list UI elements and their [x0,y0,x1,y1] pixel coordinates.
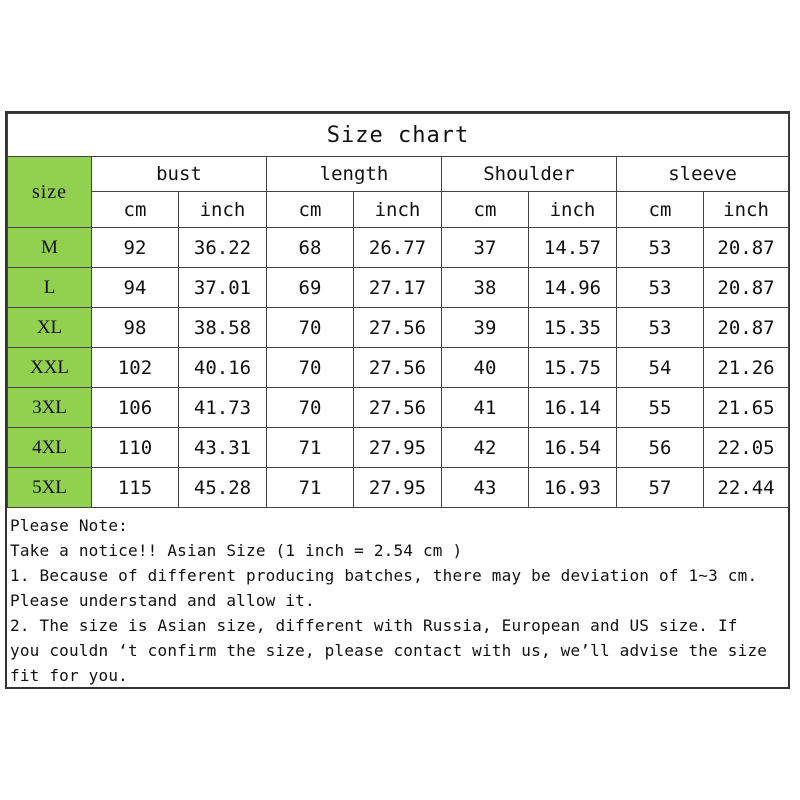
value-cell: 53 [617,268,704,308]
value-cell: 27.95 [354,428,442,468]
note-line: you couldn ‘t confirm the size, please contact with us, we’ll advise the size [10,641,768,660]
note-line: fit for you. [10,666,128,685]
value-cell: 21.65 [704,388,789,428]
unit-header-sleeve-inch: inch [704,192,789,228]
unit-header-length-inch: inch [354,192,442,228]
unit-header-shoulder-cm: cm [442,192,529,228]
value-cell: 27.56 [354,308,442,348]
table-row [8,468,789,508]
unit-header-bust-inch: inch [179,192,267,228]
note-line: 1. Because of different producing batches, there may be deviation of 1~3 cm. [10,566,758,585]
table-row [8,388,789,428]
unit-header-bust-cm: cm [92,192,179,228]
table-row [8,428,789,468]
value-cell: 38.58 [179,308,267,348]
value-cell: 57 [617,468,704,508]
value-cell: 92 [92,228,179,268]
size-cell: L [8,268,92,308]
value-cell: 14.57 [529,228,617,268]
value-cell: 106 [92,388,179,428]
note-line: Please understand and allow it. [10,591,315,610]
value-cell: 15.75 [529,348,617,388]
value-cell: 41.73 [179,388,267,428]
value-cell: 68 [267,228,354,268]
value-cell: 20.87 [704,268,789,308]
value-cell: 38 [442,268,529,308]
value-cell: 27.17 [354,268,442,308]
value-cell: 70 [267,348,354,388]
value-cell: 15.35 [529,308,617,348]
value-cell: 70 [267,308,354,348]
size-cell: 5XL [8,468,92,508]
value-cell: 42 [442,428,529,468]
value-cell: 14.96 [529,268,617,308]
value-cell: 16.14 [529,388,617,428]
value-cell: 27.56 [354,348,442,388]
value-cell: 71 [267,428,354,468]
value-cell: 26.77 [354,228,442,268]
value-cell: 55 [617,388,704,428]
unit-header-sleeve-cm: cm [617,192,704,228]
value-cell: 36.22 [179,228,267,268]
value-cell: 98 [92,308,179,348]
value-cell: 22.44 [704,468,789,508]
value-cell: 40.16 [179,348,267,388]
size-chart-table [7,113,789,508]
chart-title: Size chart [8,114,789,157]
value-cell: 94 [92,268,179,308]
value-cell: 22.05 [704,428,789,468]
table-row [8,348,789,388]
group-header-shoulder: Shoulder [442,157,617,192]
size-cell: 3XL [8,388,92,428]
value-cell: 69 [267,268,354,308]
value-cell: 27.95 [354,468,442,508]
value-cell: 21.26 [704,348,789,388]
value-cell: 39 [442,308,529,348]
note-line: Take a notice!! Asian Size (1 inch = 2.54 cm ) [10,541,463,560]
value-cell: 43 [442,468,529,508]
table-row [8,308,789,348]
value-cell: 20.87 [704,308,789,348]
value-cell: 53 [617,228,704,268]
value-cell: 54 [617,348,704,388]
size-cell: XL [8,308,92,348]
value-cell: 71 [267,468,354,508]
size-chart-sheet [5,111,790,689]
group-header-bust: bust [92,157,267,192]
value-cell: 40 [442,348,529,388]
value-cell: 115 [92,468,179,508]
value-cell: 37 [442,228,529,268]
size-column-header: size [8,157,92,228]
value-cell: 16.93 [529,468,617,508]
note-line: Please Note: [10,516,128,535]
group-header-length: length [267,157,442,192]
value-cell: 43.31 [179,428,267,468]
table-row [8,268,789,308]
size-cell: 4XL [8,428,92,468]
unit-header-shoulder-inch: inch [529,192,617,228]
size-cell: M [8,228,92,268]
value-cell: 56 [617,428,704,468]
value-cell: 70 [267,388,354,428]
note-line: 2. The size is Asian size, different with Russia, European and US size. If [10,616,738,635]
value-cell: 16.54 [529,428,617,468]
value-cell: 37.01 [179,268,267,308]
table-row [8,228,789,268]
value-cell: 102 [92,348,179,388]
group-header-sleeve: sleeve [617,157,789,192]
value-cell: 41 [442,388,529,428]
value-cell: 20.87 [704,228,789,268]
notes-section [10,513,785,688]
size-cell: XXL [8,348,92,388]
unit-header-length-cm: cm [267,192,354,228]
value-cell: 110 [92,428,179,468]
value-cell: 53 [617,308,704,348]
value-cell: 45.28 [179,468,267,508]
value-cell: 27.56 [354,388,442,428]
